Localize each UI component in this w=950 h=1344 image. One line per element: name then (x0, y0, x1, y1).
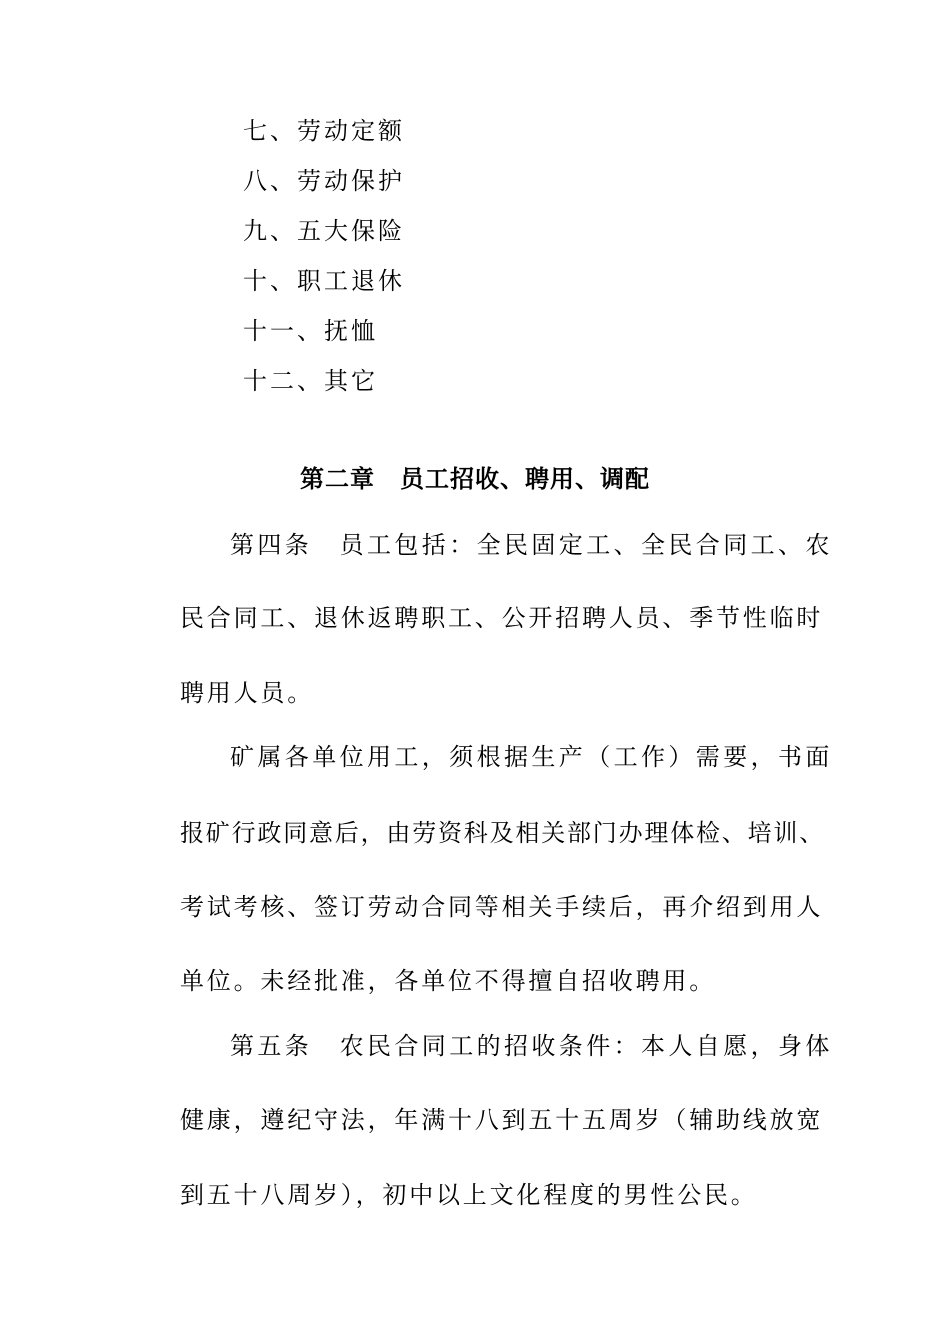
paragraph-line: 第五条 农民合同工的招收条件：本人自愿，身体 (230, 1032, 833, 1060)
list-item-labor-quota: 七、劳动定额 (243, 117, 405, 145)
list-item-other: 十二、其它 (243, 367, 378, 395)
paragraph-line: 考试考核、签订劳动合同等相关手续后，再介绍到用人 (180, 893, 824, 921)
paragraph-line: 健康，遵纪守法，年满十八到五十五周岁（辅助线放宽 (180, 1106, 824, 1134)
paragraph-line: 第四条 员工包括：全民固定工、全民合同工、农 (230, 531, 833, 559)
paragraph-line: 民合同工、退休返聘职工、公开招聘人员、季节性临时 (180, 604, 824, 632)
list-item-five-insurances: 九、五大保险 (243, 217, 405, 245)
paragraph-line: 到五十八周岁），初中以上文化程度的男性公民。 (180, 1181, 758, 1209)
list-item-retirement: 十、职工退休 (243, 267, 405, 295)
paragraph-line: 矿属各单位用工，须根据生产（工作）需要，书面 (230, 743, 833, 771)
list-item-pension: 十一、抚恤 (243, 317, 378, 345)
chapter-title: 第二章 员工招收、聘用、调配 (300, 465, 650, 493)
paragraph-line: 单位。未经批准，各单位不得擅自招收聘用。 (180, 967, 716, 995)
paragraph-line: 聘用人员。 (180, 679, 314, 707)
list-item-labor-protection: 八、劳动保护 (243, 167, 405, 195)
paragraph-line: 报矿行政同意后，由劳资科及相关部门办理体检、培训、 (180, 819, 825, 847)
